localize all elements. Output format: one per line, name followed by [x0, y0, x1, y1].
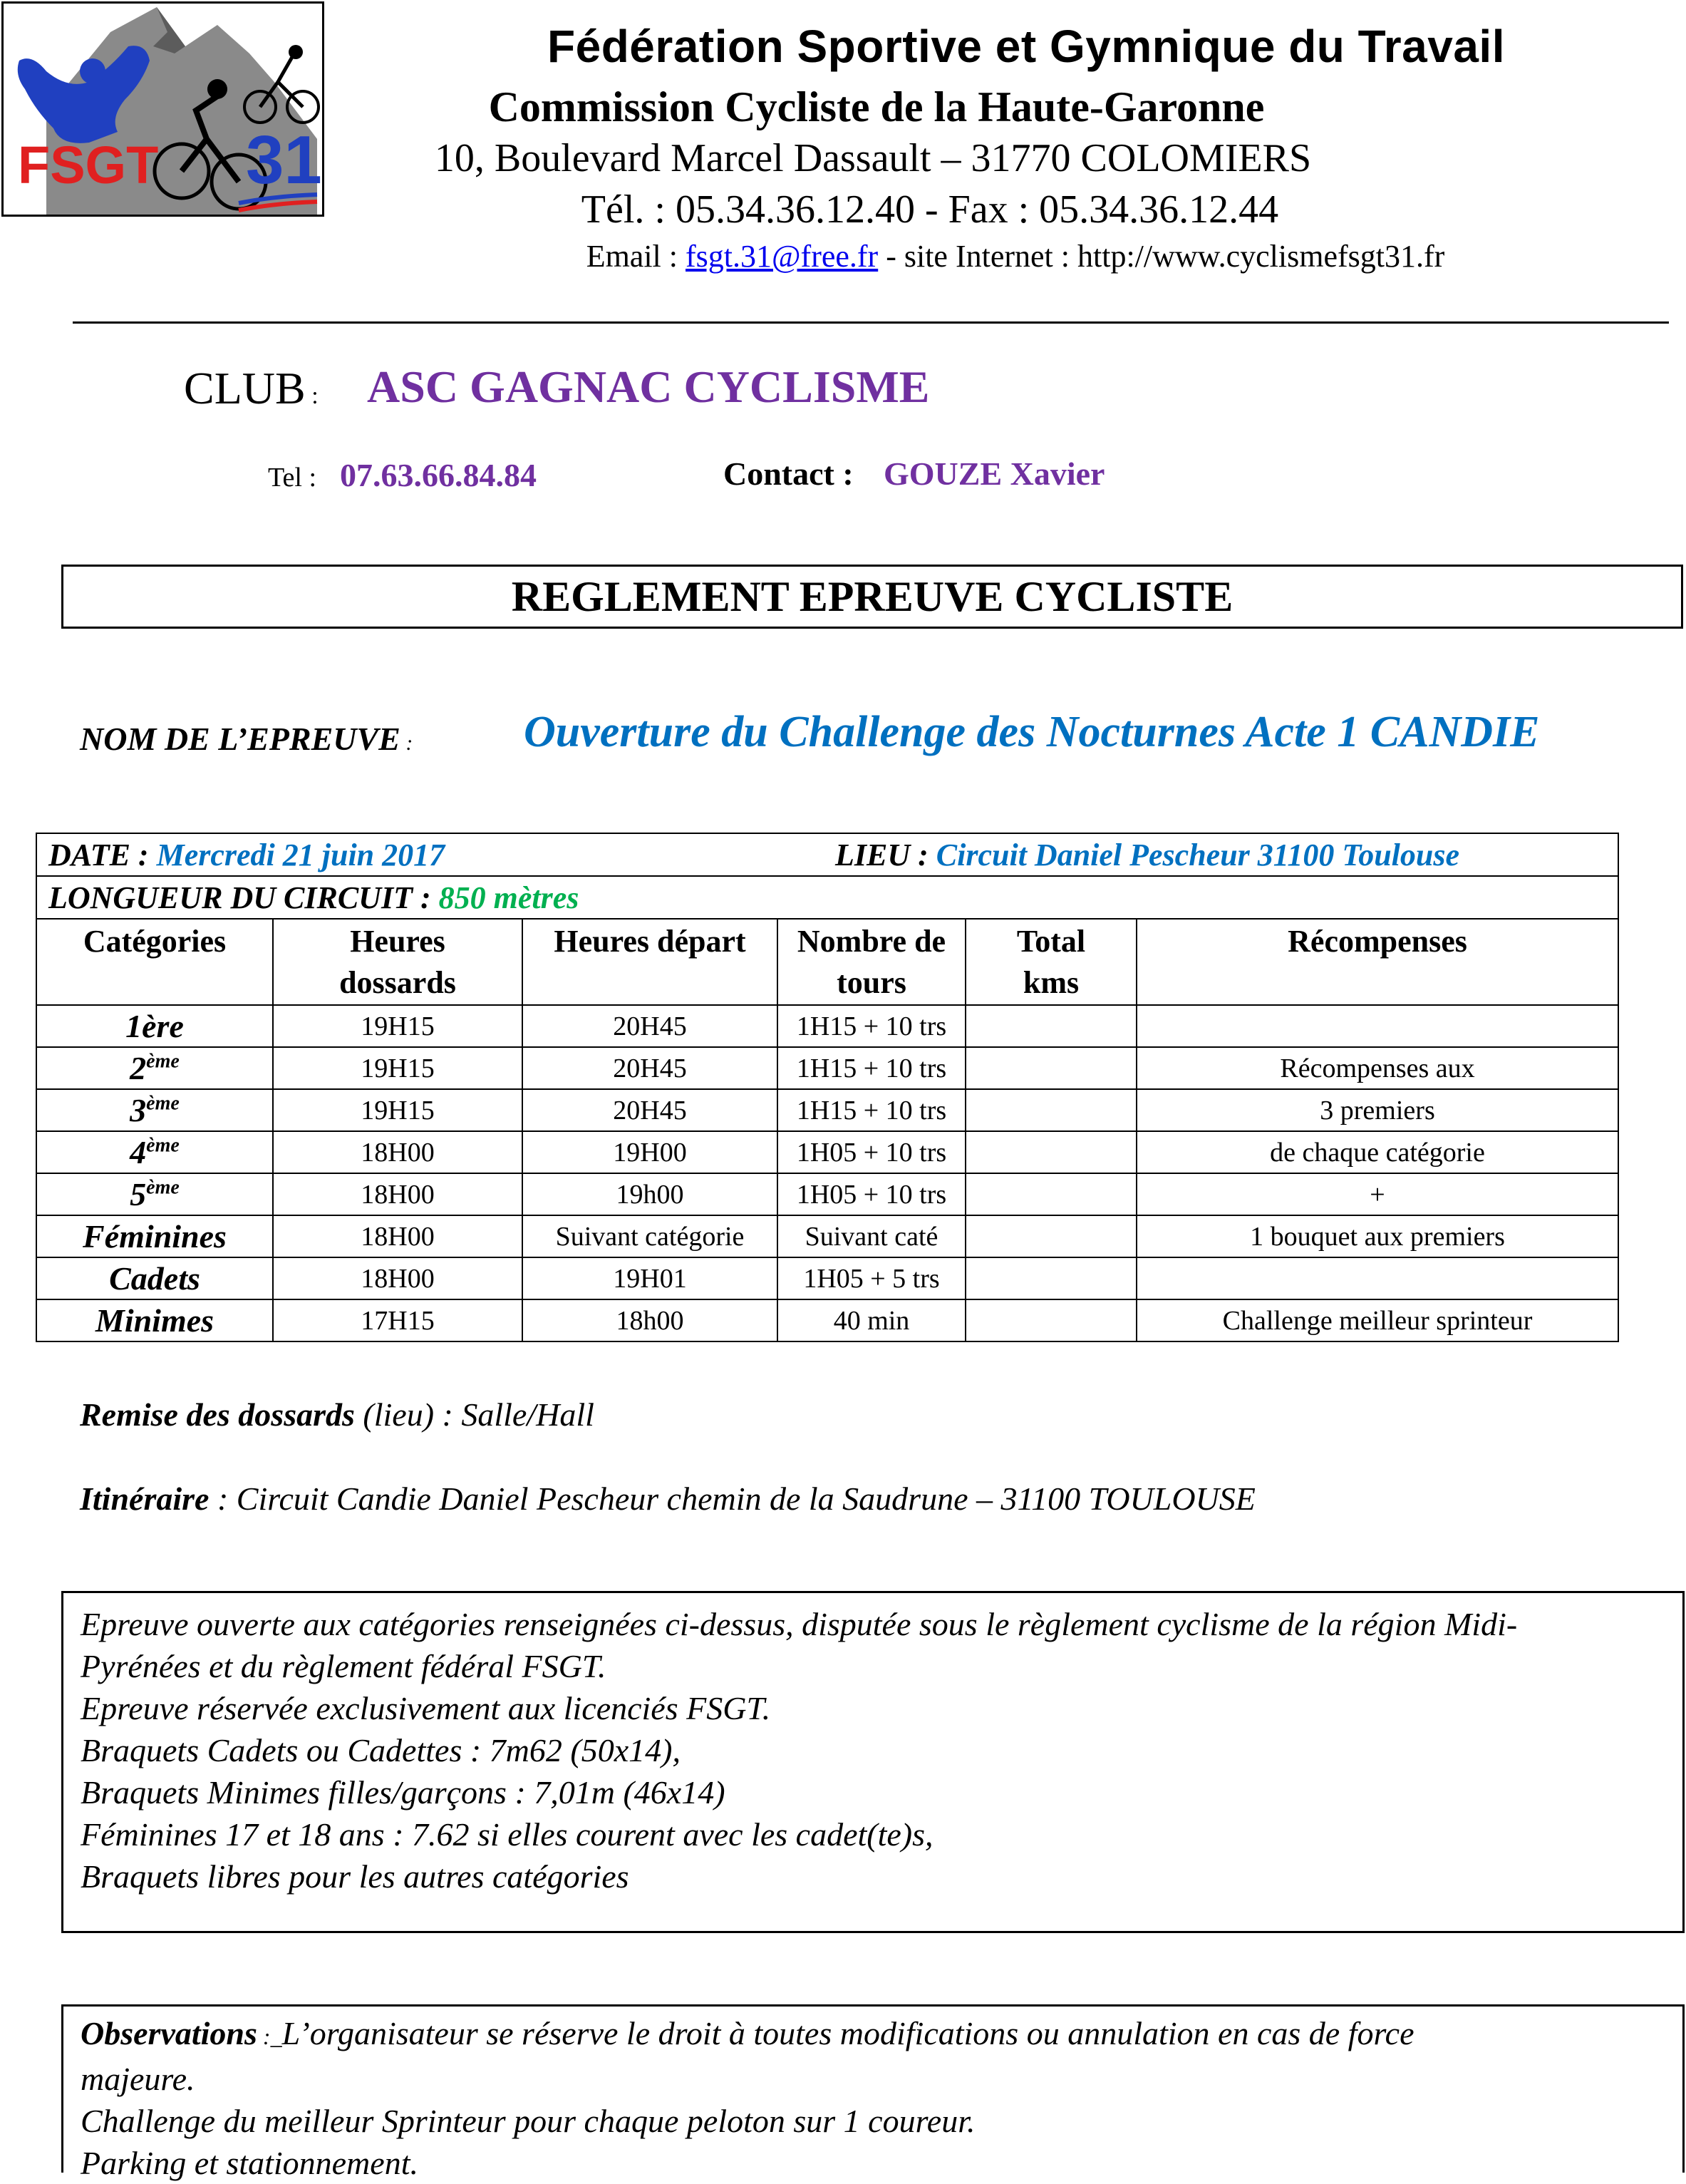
category-name: 3	[130, 1092, 147, 1128]
table-row	[36, 1047, 1618, 1089]
col-header-heures-dossards: Heures dossards	[273, 919, 522, 1005]
observations-line: Parking et stationnement.	[81, 2145, 418, 2181]
total-kms-cell	[966, 1299, 1137, 1341]
tel-value: 07.63.66.84.84	[340, 457, 537, 493]
observations-line: majeure.	[81, 2061, 195, 2097]
category-cell	[36, 1215, 273, 1257]
total-kms-cell	[966, 1005, 1137, 1047]
heures-dossards-cell: 18H00	[273, 1215, 522, 1257]
contact-label: Contact :	[723, 455, 854, 492]
nombre-tours-cell: 1H05 + 5 trs	[777, 1257, 966, 1299]
recompenses-cell: de chaque catégorie	[1137, 1131, 1618, 1173]
nombre-tours-cell: 40 min	[777, 1299, 966, 1341]
nombre-tours-cell: 1H05 + 10 trs	[777, 1173, 966, 1215]
category-name: Cadets	[109, 1260, 200, 1297]
rules-box	[61, 1591, 1685, 1933]
recompenses-cell	[1137, 1257, 1618, 1299]
rule-line: Féminines 17 et 18 ans : 7.62 si elles courent avec les cadet(te)s,	[81, 1816, 933, 1853]
col-header-nombre-tours: Nombre de tours	[777, 919, 966, 1005]
observations-box	[61, 2004, 1685, 2181]
heures-depart-cell: 19H00	[522, 1131, 777, 1173]
category-suffix: ème	[146, 1176, 180, 1199]
itineraire: Itinéraire : Circuit Candie Daniel Pescheur chemin de la Saudrune – 31100 TOULOUSE	[80, 1480, 1256, 1517]
recompenses-cell: Récompenses aux	[1137, 1047, 1618, 1089]
club-label: CLUB :	[184, 363, 319, 413]
tel-label: Tel :	[268, 463, 317, 493]
race-schedule-table	[36, 833, 1619, 1342]
category-suffix: ème	[146, 1092, 180, 1115]
epreuve-name: Ouverture du Challenge des Nocturnes Acte 1 CANDIE	[524, 708, 1540, 756]
reglement-title: REGLEMENT EPREUVE CYCLISTE	[61, 565, 1683, 629]
heures-depart-cell: 20H45	[522, 1047, 777, 1089]
rule-line: Braquets Cadets ou Cadettes : 7m62 (50x14),	[81, 1732, 681, 1768]
heures-dossards-cell: 18H00	[273, 1173, 522, 1215]
header-divider	[73, 321, 1669, 324]
recompenses-cell: +	[1137, 1173, 1618, 1215]
category-cell	[36, 1257, 273, 1299]
heures-dossards-cell: 19H15	[273, 1089, 522, 1131]
rule-line: Pyrénées et du règlement fédéral FSGT.	[81, 1648, 606, 1684]
total-kms-cell	[966, 1047, 1137, 1089]
col-header-total-kms: Total kms	[966, 919, 1137, 1005]
category-cell	[36, 1047, 273, 1089]
nombre-tours-cell: 1H15 + 10 trs	[777, 1089, 966, 1131]
category-name: Minimes	[95, 1302, 214, 1339]
rule-line: Epreuve réservée exclusivement aux licenciés FSGT.	[81, 1690, 771, 1726]
heures-dossards-cell: 18H00	[273, 1257, 522, 1299]
nombre-tours-cell: Suivant caté	[777, 1215, 966, 1257]
col-header-heures-depart: Heures départ	[522, 919, 777, 1005]
total-kms-cell	[966, 1131, 1137, 1173]
table-row	[36, 1005, 1618, 1047]
epreuve-label: NOM DE L’EPREUVE :	[80, 721, 413, 757]
table-row	[36, 1215, 1618, 1257]
category-name: 4	[130, 1134, 147, 1170]
remise-dossards: Remise des dossards (lieu) : Salle/Hall	[80, 1396, 594, 1433]
total-kms-cell	[966, 1257, 1137, 1299]
organisation-address: 10, Boulevard Marcel Dassault – 31770 COLOMIERS	[434, 136, 1312, 180]
recompenses-cell: 3 premiers	[1137, 1089, 1618, 1131]
category-name: 2	[130, 1050, 147, 1086]
website-text: - site Internet : http://www.cyclismefsgt31.fr	[878, 239, 1445, 274]
heures-depart-cell: 20H45	[522, 1089, 777, 1131]
contact-line	[328, 238, 1686, 274]
organisation-name: Fédération Sportive et Gymnique du Travail	[547, 21, 1505, 72]
table-row	[36, 1131, 1618, 1173]
commission-name: Commission Cycliste de la Haute-Garonne	[488, 83, 1265, 130]
heures-depart-cell: 19H01	[522, 1257, 777, 1299]
date-value: Mercredi 21 juin 2017	[156, 837, 445, 872]
category-cell	[36, 1131, 273, 1173]
total-kms-cell	[966, 1215, 1137, 1257]
recompenses-cell	[1137, 1005, 1618, 1047]
email-label: Email :	[586, 239, 686, 274]
recompenses-cell: Challenge meilleur sprinteur	[1137, 1299, 1618, 1341]
figure-head	[80, 58, 105, 84]
observations-line: Challenge du meilleur Sprinteur pour chaque peloton sur 1 coureur.	[81, 2103, 976, 2139]
recompenses-cell: 1 bouquet aux premiers	[1137, 1215, 1618, 1257]
total-kms-cell	[966, 1089, 1137, 1131]
cyclist-head	[289, 45, 303, 59]
club-name: ASC GAGNAC CYCLISME	[367, 361, 930, 412]
table-row	[36, 1089, 1618, 1131]
category-name: 1ère	[125, 1008, 184, 1044]
longueur-value: 850 mètres	[438, 880, 579, 915]
logo-text-number: 31	[246, 122, 322, 198]
nombre-tours-cell: 1H15 + 10 trs	[777, 1047, 966, 1089]
category-cell	[36, 1005, 273, 1047]
nombre-tours-cell: 1H15 + 10 trs	[777, 1005, 966, 1047]
logo-graphic	[4, 4, 324, 217]
observations-line: Observations :_L’organisateur se réserve le droit à toutes modifications ou annulation en cas de force	[81, 2015, 1415, 2051]
category-cell	[36, 1089, 273, 1131]
total-kms-cell	[966, 1173, 1137, 1215]
date-label: DATE :	[48, 837, 157, 872]
table-header-row	[36, 919, 1618, 1005]
organisation-phone: Tél. : 05.34.36.12.40 - Fax : 05.34.36.12.44	[581, 187, 1279, 232]
cyclist-head	[207, 79, 227, 99]
nombre-tours-cell: 1H05 + 10 trs	[777, 1131, 966, 1173]
fsgt31-logo	[1, 1, 324, 217]
table-row	[36, 1173, 1618, 1215]
longueur-label: LONGUEUR DU CIRCUIT :	[48, 880, 439, 915]
heures-depart-cell: 18h00	[522, 1299, 777, 1341]
category-suffix: ème	[146, 1050, 180, 1073]
email-link[interactable]: fsgt.31@free.fr	[686, 239, 879, 274]
lieu-label: LIEU :	[835, 837, 936, 872]
category-cell	[36, 1173, 273, 1215]
heures-depart-cell: 20H45	[522, 1005, 777, 1047]
table-row	[36, 1299, 1618, 1341]
rule-line: Braquets libres pour les autres catégories	[81, 1858, 629, 1895]
contact-value: GOUZE Xavier	[884, 455, 1105, 492]
rule-line: Braquets Minimes filles/garçons : 7,01m (46x14)	[81, 1774, 725, 1810]
category-cell	[36, 1299, 273, 1341]
heures-depart-cell: 19h00	[522, 1173, 777, 1215]
date-lieu-row	[36, 833, 1618, 876]
heures-dossards-cell: 19H15	[273, 1047, 522, 1089]
rule-line: Epreuve ouverte aux catégories renseignées ci-dessus, disputée sous le règlement cyclisme de la région Midi-	[81, 1606, 1518, 1642]
col-header-categories: Catégories	[36, 919, 273, 1005]
heures-dossards-cell: 19H15	[273, 1005, 522, 1047]
category-suffix: ème	[146, 1134, 180, 1157]
heures-dossards-cell: 18H00	[273, 1131, 522, 1173]
col-header-recompenses: Récompenses	[1137, 919, 1618, 1005]
heures-depart-cell: Suivant catégorie	[522, 1215, 777, 1257]
observations-label: Observations	[81, 2015, 257, 2051]
logo-text-fsgt: FSGT	[18, 135, 159, 195]
heures-dossards-cell: 17H15	[273, 1299, 522, 1341]
category-name: Féminines	[83, 1218, 227, 1255]
category-name: 5	[130, 1176, 147, 1212]
table-row	[36, 1257, 1618, 1299]
longueur-row	[36, 876, 1618, 919]
lieu-value: Circuit Daniel Pescheur 31100 Toulouse	[936, 837, 1460, 872]
